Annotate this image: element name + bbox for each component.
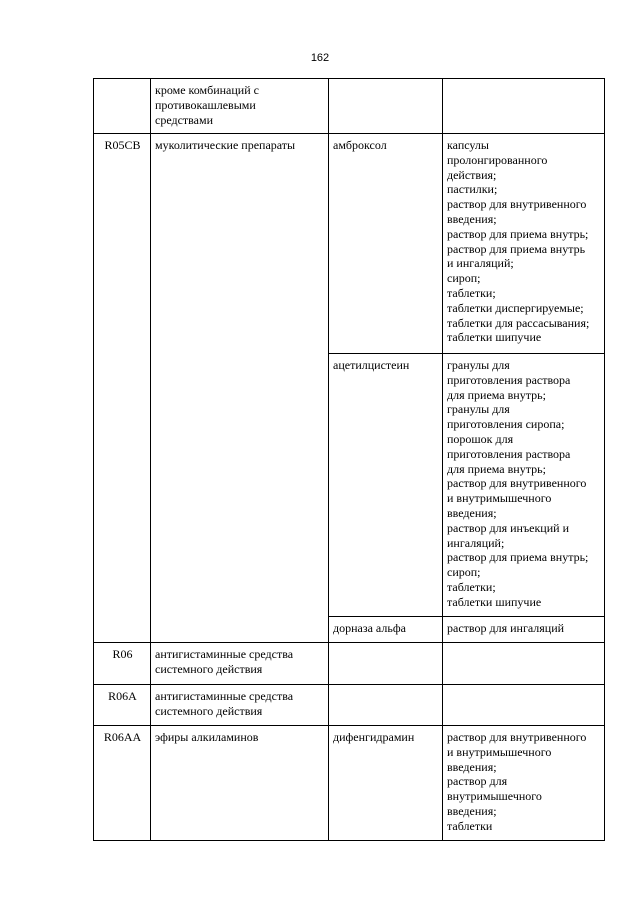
text-line: раствор для инъекций и bbox=[447, 520, 569, 535]
text-line: и ингаляций; bbox=[447, 256, 514, 271]
text-line: введения; bbox=[447, 803, 497, 818]
substance-cell: амброксол bbox=[329, 134, 443, 354]
text-line: раствор для приема внутрь; bbox=[447, 550, 589, 565]
text-line: пролонгированного bbox=[447, 152, 548, 167]
text-line: эфиры алкиламинов bbox=[155, 730, 259, 744]
drug-table bbox=[93, 78, 605, 841]
text-line: сироп; bbox=[447, 565, 481, 580]
table-row bbox=[94, 79, 605, 134]
text-line: таблетки; bbox=[447, 285, 496, 300]
text-line: системного действия bbox=[155, 703, 263, 718]
text-line: раствор для внутривенного bbox=[447, 476, 587, 491]
table-row bbox=[94, 726, 605, 841]
atc-code-cell: R05CB bbox=[94, 134, 151, 643]
table-row bbox=[94, 643, 605, 685]
text-line: сироп; bbox=[447, 271, 481, 286]
text-line: антигистаминные средства bbox=[155, 689, 294, 703]
text-line: муколитические препараты bbox=[155, 138, 296, 152]
dosage-forms-cell bbox=[443, 726, 605, 841]
text-line: введения; bbox=[447, 759, 497, 774]
group-name-cell bbox=[151, 79, 329, 134]
text-line: и внутримышечного bbox=[447, 491, 552, 506]
text-line: и внутримышечного bbox=[447, 744, 552, 759]
atc-code-cell bbox=[94, 79, 151, 134]
table-row bbox=[94, 685, 605, 726]
substance-cell bbox=[329, 643, 443, 685]
text-line: приготовления сиропа; bbox=[447, 417, 565, 432]
text-line: раствор для внутривенного bbox=[447, 197, 587, 212]
text-line: действия; bbox=[447, 167, 497, 182]
text-line: раствор для bbox=[447, 774, 508, 789]
dosage-forms-cell bbox=[443, 643, 605, 685]
text-line: введения; bbox=[447, 211, 497, 226]
text-line: кроме комбинаций с bbox=[155, 83, 259, 97]
text-line: приготовления раствора bbox=[447, 446, 571, 461]
group-name-cell bbox=[151, 134, 329, 643]
table-row bbox=[94, 134, 605, 354]
text-line: антигистаминные средства bbox=[155, 647, 294, 661]
group-name-cell bbox=[151, 643, 329, 685]
text-line: введения; bbox=[447, 505, 497, 520]
text-line: таблетки шипучие bbox=[447, 594, 542, 609]
dosage-forms-cell bbox=[443, 617, 605, 643]
substance-cell bbox=[329, 685, 443, 726]
text-line: гранулы для bbox=[447, 358, 510, 372]
text-line: раствор для приема внутрь; bbox=[447, 226, 589, 241]
atc-code-cell: R06AA bbox=[94, 726, 151, 841]
text-line: таблетки; bbox=[447, 579, 496, 594]
text-line: средствами bbox=[155, 112, 214, 127]
atc-code-cell: R06 bbox=[94, 643, 151, 685]
dosage-forms-cell bbox=[443, 79, 605, 134]
group-name-cell bbox=[151, 726, 329, 841]
text-line: таблетки шипучие bbox=[447, 330, 542, 345]
substance-cell bbox=[329, 79, 443, 134]
text-line: противокашлевыми bbox=[155, 97, 256, 112]
text-line: для приема внутрь; bbox=[447, 461, 546, 476]
dosage-forms-cell bbox=[443, 354, 605, 617]
text-line: раствор для приема внутрь bbox=[447, 241, 586, 256]
dosage-forms-cell bbox=[443, 134, 605, 354]
text-line: системного действия bbox=[155, 661, 263, 676]
text-line: таблетки для рассасывания; bbox=[447, 315, 590, 330]
text-line: раствор для внутривенного bbox=[447, 730, 587, 744]
text-line: приготовления раствора bbox=[447, 372, 571, 387]
text-line: внутримышечного bbox=[447, 789, 542, 804]
text-line: порошок для bbox=[447, 431, 514, 446]
text-line: таблетки bbox=[447, 818, 493, 833]
text-line: гранулы для bbox=[447, 402, 510, 417]
group-name-cell bbox=[151, 685, 329, 726]
text-line: раствор для ингаляций bbox=[447, 621, 565, 635]
atc-code-cell: R06A bbox=[94, 685, 151, 726]
substance-cell: ацетилцистеин bbox=[329, 354, 443, 617]
substance-cell: дорназа альфа bbox=[329, 617, 443, 643]
text-line: для приема внутрь; bbox=[447, 387, 546, 402]
text-line: пастилки; bbox=[447, 182, 498, 197]
text-line: таблетки диспергируемые; bbox=[447, 300, 584, 315]
page-number: 162 bbox=[310, 52, 330, 64]
dosage-forms-cell bbox=[443, 685, 605, 726]
text-line: капсулы bbox=[447, 138, 489, 152]
text-line: ингаляций; bbox=[447, 535, 505, 550]
substance-cell: дифенгидрамин bbox=[329, 726, 443, 841]
